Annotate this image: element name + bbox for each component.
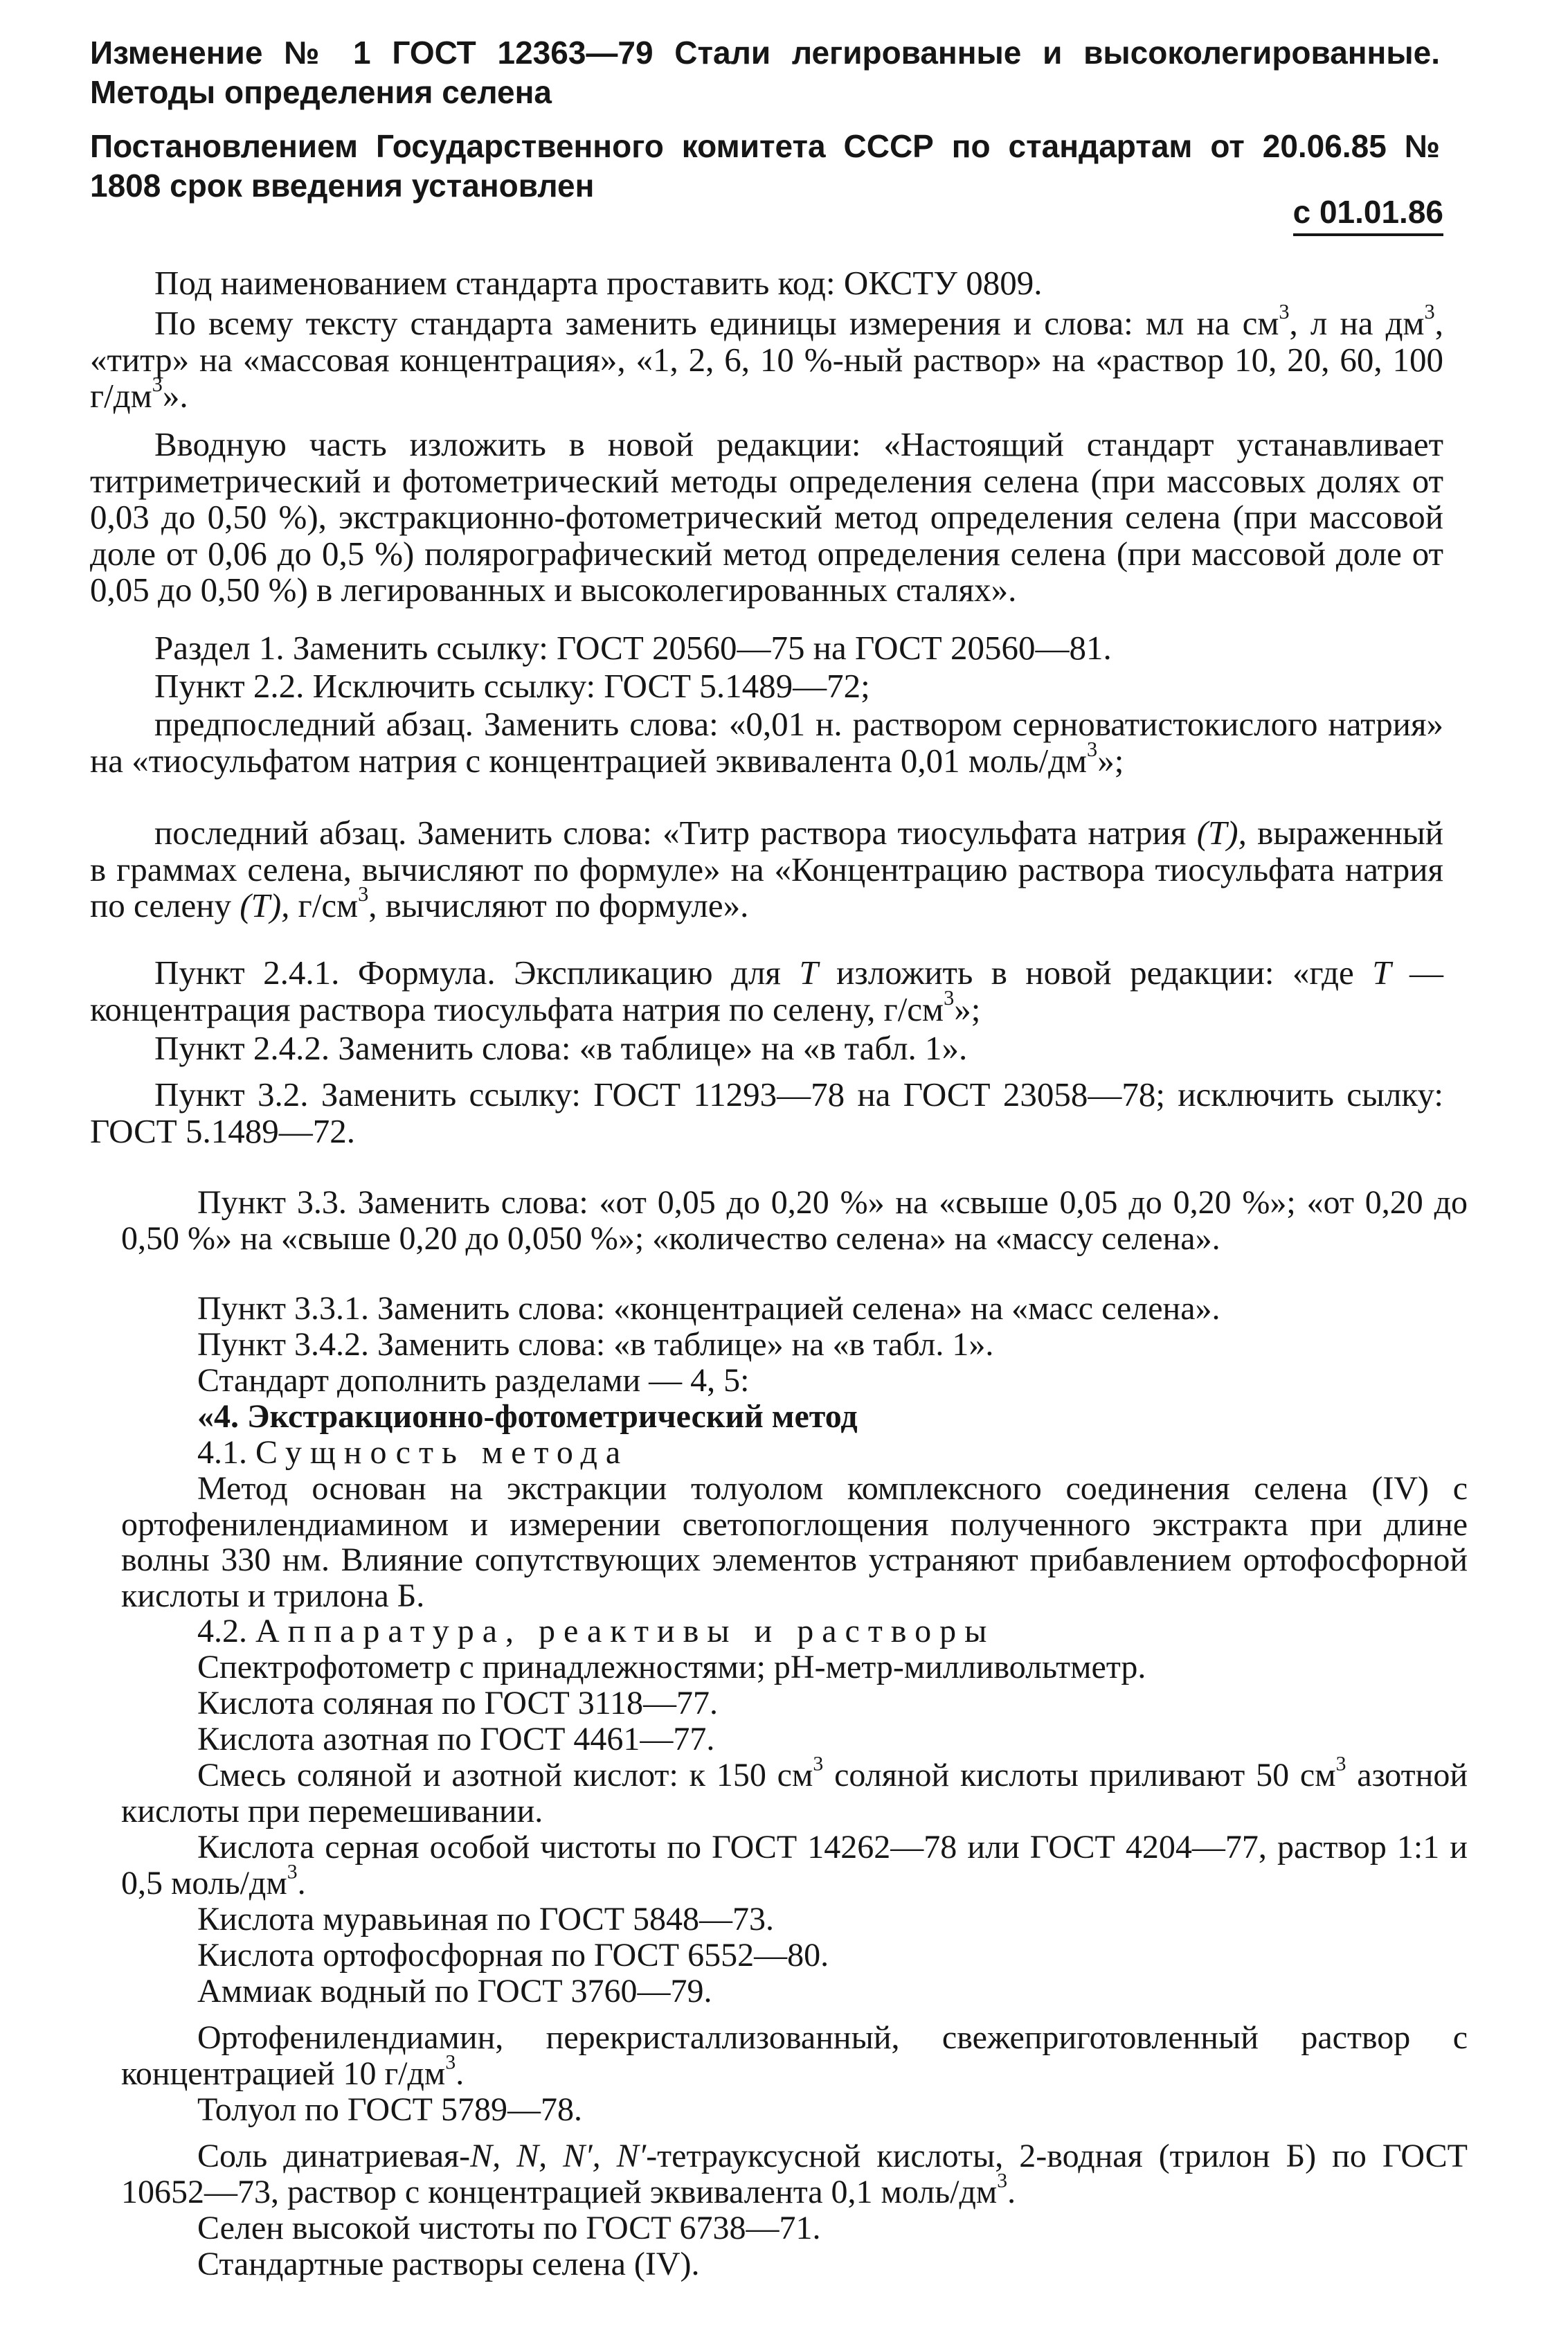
- reagent-nitric-acid: Кислота азотная по ГОСТ 4461—77.: [197, 1721, 715, 1757]
- reagent-toluene: Толуол по ГОСТ 5789—78.: [197, 2091, 582, 2128]
- subsection-4-1-heading: 4.1. Сущность метода: [197, 1434, 629, 1471]
- reagent-trilon-b: Соль динатриевая-N, N, N′, N′-тетрауксусной кислоты, 2-водная (трилон Б) по ГОСТ 10652—73, раствор с концентрацией эквивалента 0,1 моль/$дм^3$.: [121, 2138, 1468, 2210]
- paragraph-section-1: Раздел 1. Заменить ссылку: ГОСТ 20560—75 на ГОСТ 20560—81.: [154, 629, 1112, 667]
- paragraph-clause-3-2: Пункт 3.2. Заменить ссылку: ГОСТ 11293—78 на ГОСТ 23058—78; исключить сылку: ГОСТ 5.1489—72.: [90, 1075, 1443, 1150]
- paragraph-clause-2-4-2: Пункт 2.4.2. Заменить слова: «в таблице» на «в табл. 1».: [154, 1029, 968, 1067]
- reagent-phosphoric-acid: Кислота ортофосфорная по ГОСТ 6552—80.: [197, 1937, 829, 1974]
- paragraph-clause-3-3: Пункт 3.3. Заменить слова: «от 0,05 до 0,20 %» на «свыше 0,05 до 0,20 %»; «от 0,20 до 0,50 %» на «свыше 0,20 до 0,050 %»; «количество селена» на «массу селена».: [121, 1184, 1468, 1257]
- paragraph-add-sections: Стандарт дополнить разделами — 4, 5:: [197, 1362, 750, 1399]
- reagent-selenium: Селен высокой чистоты по ГОСТ 6738—71.: [197, 2210, 821, 2246]
- paragraph-introduction: Вводную часть изложить в новой редакции: «Настоящий стандарт устанавливает титриметрический и фотометрический методы определения селена (при массовых долях от 0,03 до 0,50 %), экстракционно-фотометрический метод определения селена (при массовой доле от 0,06 до 0,5 %) полярографический метод определения селена (при массовой доле от 0,05 до 0,50 %) в легированных и высоколегированных сталях».: [90, 425, 1443, 609]
- paragraph-clause-2-2: Пункт 2.2. Исключить ссылку: ГОСТ 5.1489—72;: [154, 667, 870, 705]
- reagent-acid-mixture: Смесь соляной и азотной кислот: к 150 $см^3$ соляной кислоты приливают 50 $см^3$ азотной кислоты при перемешивании.: [121, 1752, 1468, 1830]
- paragraph-okstu-code: Под наименованием стандарта проставить код: ОКСТУ 0809.: [154, 264, 1043, 302]
- section-4-heading: «4. Экстракционно-фотометрический метод: [197, 1398, 858, 1435]
- reagent-sulfuric-acid: Кислота серная особой чистоты по ГОСТ 14262—78 или ГОСТ 4204—77, раствор 1:1 и 0,5 моль/$дм^3$.: [121, 1829, 1468, 1902]
- document-title: Изменение № 1 ГОСТ 12363—79 Стали легированные и высоколегированные. Методы определения селена: [90, 35, 1440, 110]
- paragraph-method-essence: Метод основан на экстракции толуолом комплексного соединения селена (IV) с ортофенилендиамином и измерении светопоглощения полученного экстракта при длине волны 330 нм. Влияние сопутствующих элементов устраняют прибавлением ортофосфорной кислоты и трилона Б.: [121, 1470, 1468, 1614]
- paragraph-units-replacement: По всему тексту стандарта заменить единицы измерения и слова: мл на $см^3$, л на $дм^3$, «титр» на «массовая концентрация», «1, 2, 6, 10 %-ный раствор» на «раствор 10, 20, 60, 100 $г/дм^3$».: [90, 300, 1443, 415]
- paragraph-penultimate-abzac: предпоследний абзац. Заменить слова: «0,01 н. раствором серноватистокислого натрия» на «тиосульфатом натрия с концентрацией эквивалента 0,01 моль/$дм^3$»;: [90, 705, 1443, 780]
- reagent-hydrochloric-acid: Кислота соляная по ГОСТ 3118—77.: [197, 1685, 719, 1721]
- effective-date: с 01.01.86: [1293, 193, 1443, 236]
- paragraph-clause-2-4-1: Пункт 2.4.1. Формула. Экспликацию для T изложить в новой редакции: «где T — концентрация раствора тиосульфата натрия по селену, $г/см^3$»;: [90, 954, 1444, 1028]
- reagent-orthophenylenediamine: Ортофенилендиамин, перекристаллизованный, свежеприготовленный раствор с концентрацией 10 $г/дм^3$.: [121, 2019, 1468, 2092]
- reagent-ammonia: Аммиак водный по ГОСТ 3760—79.: [197, 1973, 712, 2010]
- paragraph-clause-3-4-2: Пункт 3.4.2. Заменить слова: «в таблице» на «в табл. 1».: [197, 1326, 994, 1363]
- paragraph-last-abzac: последний абзац. Заменить слова: «Титр раствора тиосульфата натрия (T), выраженный в граммах селена, вычисляют по формуле» на «Концентрацию раствора тиосульфата натрия по селену (T), $г/см^3$, вычисляют по формуле».: [90, 814, 1444, 924]
- reagent-spectrophotometer: Спектрофотометр с принадлежностями; рН-метр-милливольтметр.: [197, 1649, 1146, 1685]
- subsection-4-2-heading: 4.2. Аппаратура, реактивы и растворы: [197, 1613, 995, 1649]
- paragraph-clause-3-3-1: Пункт 3.3.1. Заменить слова: «концентрацией селена» на «масс селена».: [197, 1290, 1220, 1327]
- reagent-formic-acid: Кислота муравьиная по ГОСТ 5848—73.: [197, 1901, 775, 1938]
- resolution-statement: Постановлением Государственного комитета СССР по стандартам от 20.06.85 № 1808 срок введения установлен: [90, 128, 1440, 204]
- reagent-standard-solutions: Стандартные растворы селена (IV).: [197, 2246, 700, 2282]
